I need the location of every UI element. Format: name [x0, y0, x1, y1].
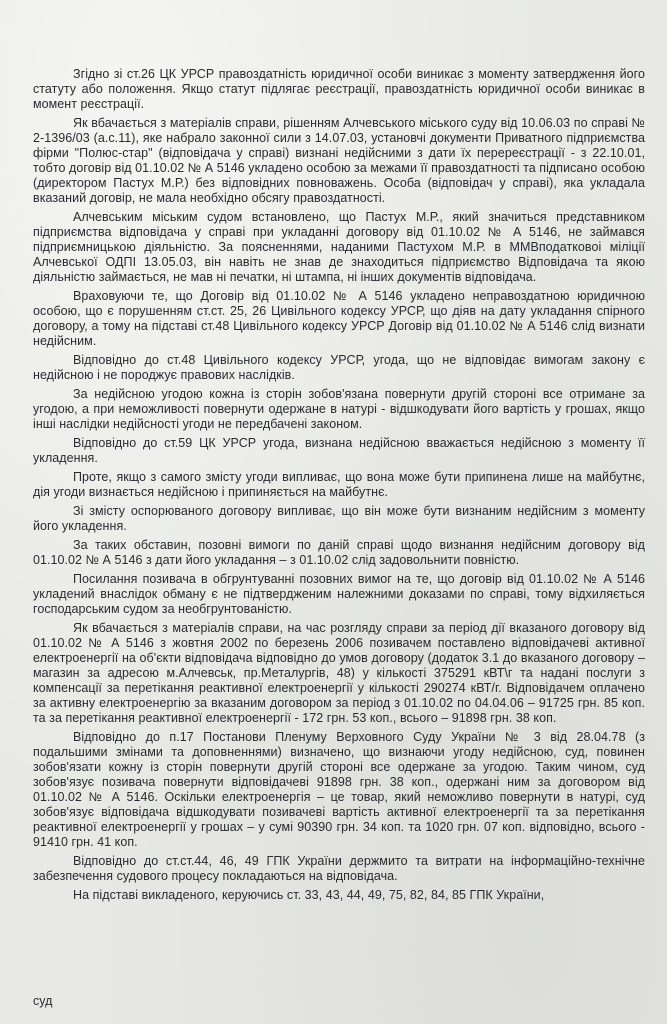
paragraph: Відповідно до ст.48 Цивільного кодексу УРСР, угода, що не відповідає вимогам закону є недійсною і не породжує правових наслідків. — [33, 353, 645, 382]
paragraph: За недійсною угодою кожна із сторін зобов'язана повернути другій стороні все отримане за угодою, а при неможливості повернути одержане в натурі - відшкодувати його вартість у грошах, якщо інші наслідки недійсності угоди не передбачені законом. — [33, 387, 645, 431]
paragraph: Згідно зі ст.26 ЦК УРСР правоздатність юридичної особи виникає з моменту затвердження його статуту або положення. Якщо статут підлягає реєстрації, правоздатність юридичної особи виникає в момент реєстрації. — [33, 67, 645, 111]
paragraph: Алчевським міським судом встановлено, що Пастух М.Р., який значиться представником підприємства відповідача у справі при укладанні договору від 01.10.02 № А 5146, не займався підприємницькою діяльністю. За поясненнями, наданими Пастухом М.Р. в ММВподатковоі міліції Алчевської ОДПІ 13.05.03, він навіть не знав де знаходиться підприємство Відповідача та якою діяльністю займається, не мав ні печатки, ні штампа, ні інших документів відповідача. — [33, 210, 645, 284]
paragraph: За таких обставин, позовні вимоги по даній справі щодо визнання недійсним договору від 01.10.02 № А 5146 з дати його укладання – з 01.10.02 слід задовольнити повністю. — [33, 538, 645, 567]
paragraph: Відповідно до ст.59 ЦК УРСР угода, визнана недійсною вважається недійсною з моменту її укладення. — [33, 436, 645, 465]
paragraph: Як вбачається з матеріалів справи, на час розгляду справи за період дії вказаного договору від 01.10.02 № А 5146 з жовтня 2002 по березень 2006 позивачем поставлено відповідачеві активної електроенергії на об'єкти відповідача відповідно до умов договору (додаток 3.1 до вказаного договору – магазин за адресою м.Алчевськ, пр.Металургів, 48) у кількості 375291 кВТ\г та надані послуги з компенсації за перетікання реактивної електроенергії у кількості 290274 кВТ/г. Відповідачем оплачено за активну електроенергію за вказаним договором за період з 01.10.02 по 04.04.06 – 91725 грн. 85 коп. та за перетікання реактивної електроенергії - 172 грн. 53 коп., всього – 91898 грн. 38 коп. — [33, 621, 645, 725]
paragraph: Посилання позивача в обгрунтуванні позовних вимог на те, що договір від 01.10.02 № А 5146 укладений внаслідок обману є не підтвердженим належними доказами по справі, тому відхиляється господарським судом за необгрунтованістю. — [33, 572, 645, 616]
closing-word: суд — [33, 994, 53, 1008]
paragraph: Враховуючи те, що Договір від 01.10.02 № А 5146 укладено неправоздатною юридичною особою, що є порушенням ст.ст. 25, 26 Цивільного кодексу УРСР, що діяв на дату укладання спірного договору, а тому на підставі ст.48 Цивільного кодексу УРСР Договір від 01.10.02 № А 5146 слід визнати недійсним. — [33, 289, 645, 348]
paragraph: Зі змісту оспорюваного договору випливає, що він може бути визнаним недійсним з моменту його укладення. — [33, 504, 645, 533]
paragraph: Проте, якщо з самого змісту угоди випливає, що вона може бути припинена лише на майбутнє, дія угоди визнається недійсною і припиняється на майбутнє. — [33, 470, 645, 499]
paragraph: Як вбачається з матеріалів справи, рішенням Алчевського міського суду від 10.06.03 по справі № 2-1396/03 (а.с.11), яке набрало законної сили з 14.07.03, установчі документи Приватного підприємства фірми "Полюс-стар" (відповідача у справі) визнані недійсними з дати їх перереєстрації - з 22.10.01, тобто договір від 01.10.02 № А 5146 укладено особою за межами її правоздатності та підписано особою (директором Пастух М.Р.) без відповідних повноважень. Особа (відповідач у справі), яка укладала вказаний договір, не мала необхідно обсягу правоздатності. — [33, 116, 645, 205]
document-body — [33, 67, 645, 903]
paragraph: Відповідно до ст.ст.44, 46, 49 ГПК України держмито та витрати на інформаційно-технічне забезпечення судового процесу покладаються на відповідача. — [33, 854, 645, 883]
paragraph: Відповідно до п.17 Постанови Пленуму Верховного Суду України № 3 від 28.04.78 (з подальшими змінами та доповненнями) визначено, що визнаючи угоду недійсною, суд, повинен зобов'язати кожну із сторін повернути другій стороні все одержане за угодою. Таким чином, суд зобов'язує позивача повернути відповідачеві 91898 грн. 38 коп., одержані ним за договором від 01.10.02 № А 5146. Оскільки електроенергія – це товар, який неможливо повернути в натурі, суд зобов'язує відповідача відшкодувати позивачеві вартість активної електроенергії та за перетікання реактивної електроенергії у грошах – у сумі 90390 грн. 34 коп. та 1020 грн. 07 коп. відповідно, всього - 91410 грн. 41 коп. — [33, 730, 645, 849]
paragraph: На підставі викладеного, керуючись ст. 33, 43, 44, 49, 75, 82, 84, 85 ГПК України, — [73, 888, 545, 902]
